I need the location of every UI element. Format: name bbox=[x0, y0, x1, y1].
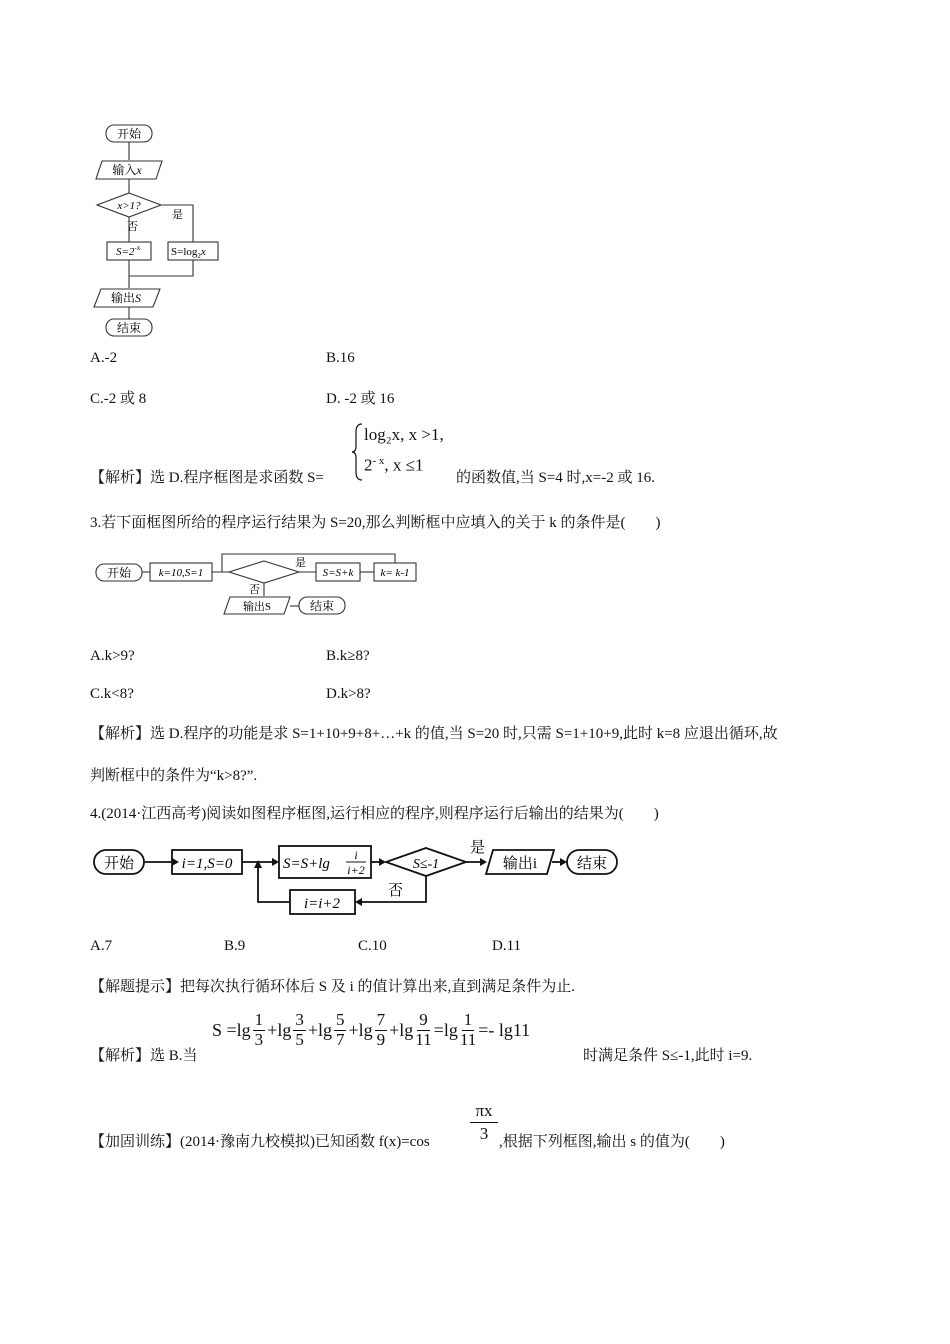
flowchart-4 bbox=[92, 838, 622, 918]
svg-text:输入x: 输入x bbox=[112, 163, 142, 177]
q2-analysis-prefix: 【解析】选 D.程序框图是求函数 S= bbox=[90, 470, 324, 486]
svg-text:结束: 结束 bbox=[116, 321, 142, 335]
q3-option-d: D.k>8? bbox=[326, 686, 371, 702]
q3-option-c: C.k<8? bbox=[90, 686, 134, 702]
q3-option-b: B.k≥8? bbox=[326, 648, 370, 664]
svg-text:否: 否 bbox=[249, 584, 260, 596]
q3-analysis-line-1: 【解析】选 D.程序的功能是求 S=1+10+9+8+…+k 的值,当 S=20 时,只需 S=1+10+9,此时 k=8 应退出循环,故 bbox=[90, 726, 778, 742]
q4-option-a: A.7 bbox=[90, 938, 113, 954]
q2-option-d: D. -2 或 16 bbox=[326, 391, 395, 407]
q4-question: 4.(2014·江西高考)阅读如图程序框图,运行相应的程序,则程序运行后输出的结果为( ) bbox=[90, 806, 659, 822]
svg-text:输出i: 输出i bbox=[502, 856, 538, 872]
q3-analysis-line-2: 判断框中的条件为“k>8?”. bbox=[90, 768, 258, 784]
q4-hint: 【解题提示】把每次执行循环体后 S 及 i 的值计算出来,直到满足条件为止. bbox=[90, 979, 576, 995]
reinforce-fraction: πx 3 bbox=[470, 1100, 498, 1145]
svg-text:S=log2x: $S=\log_2x$ bbox=[171, 246, 206, 260]
svg-text:是: 是 bbox=[295, 557, 306, 569]
q3-question: 3.若下面框图所给的程序运行结果为 S=20,那么判断框中应填入的关于 k 的条件是( ) bbox=[90, 515, 661, 531]
q4-option-d: D.11 bbox=[492, 938, 522, 954]
svg-text:输出S: 输出S bbox=[242, 601, 272, 613]
q2-piece-2: $2^{- x}$, x ≤1 bbox=[364, 455, 424, 475]
reinforce-suffix: ,根据下列框图,输出 s 的值为( ) bbox=[499, 1134, 725, 1150]
svg-text:开始: 开始 bbox=[106, 566, 132, 580]
svg-text:否: 否 bbox=[388, 883, 404, 899]
q2-analysis-suffix: 的函数值,当 S=4 时,x=-2 或 16. bbox=[456, 470, 656, 486]
svg-text:i+2: i+2 bbox=[347, 863, 365, 877]
svg-text:i=i+2: i=i+2 bbox=[303, 896, 341, 912]
flow3-decision bbox=[229, 561, 299, 583]
svg-text:k=10,S=1: k=10,S=1 bbox=[158, 567, 204, 579]
svg-text:否: 否 bbox=[127, 221, 138, 233]
svg-text:S=S+lg: S=S+lg bbox=[283, 856, 330, 872]
svg-text:S=S+k: S=S+k bbox=[322, 567, 354, 579]
reinforce-prefix: 【加固训练】(2014·豫南九校模拟)已知函数 f(x)=cos bbox=[90, 1134, 430, 1150]
flowchart-3 bbox=[92, 550, 422, 622]
svg-text:i=1,S=0: i=1,S=0 bbox=[181, 856, 233, 872]
svg-text:开始: 开始 bbox=[103, 856, 135, 872]
svg-text:k= k-1: k= k-1 bbox=[380, 567, 410, 579]
svg-text:S≤-1: S≤-1 bbox=[412, 857, 440, 872]
q4-formula: S =lg $\frac{1}{3}$ +lg $\frac{3}{5}$ +lg $\frac{5}{7}$ +lg $\frac{7}{9}$ +lg $\frac{9}{11}$ =lg $\frac{1}{11}$ =- lg11 bbox=[212, 1010, 531, 1049]
svg-text:是: 是 bbox=[470, 840, 486, 856]
q2-piece-1: log₂x, x >1, bbox=[364, 425, 444, 444]
q4-analysis-prefix: 【解析】选 B.当 bbox=[90, 1048, 198, 1064]
flow1-start-label: 开始 bbox=[116, 127, 142, 141]
q4-option-b: B.9 bbox=[224, 938, 246, 954]
flowchart-1 bbox=[88, 118, 238, 340]
svg-text:S=2-x: $S=2^{-x}$ bbox=[116, 244, 141, 258]
svg-text:i: i bbox=[354, 848, 358, 862]
svg-text:结束: 结束 bbox=[309, 599, 335, 613]
svg-text:是: 是 bbox=[172, 209, 183, 221]
q2-option-b: B.16 bbox=[326, 350, 355, 366]
q2-option-c: C.-2 或 8 bbox=[90, 391, 147, 407]
q4-option-c: C.10 bbox=[358, 938, 387, 954]
q3-option-a: A.k>9? bbox=[90, 648, 135, 664]
svg-text:结束: 结束 bbox=[576, 856, 608, 872]
svg-text:输出S: 输出S bbox=[110, 291, 142, 305]
q4-analysis-suffix: 时满足条件 S≤-1,此时 i=9. bbox=[583, 1048, 753, 1064]
q2-option-a: A.-2 bbox=[90, 350, 118, 366]
svg-text:x>1?: x>1? bbox=[117, 200, 141, 212]
